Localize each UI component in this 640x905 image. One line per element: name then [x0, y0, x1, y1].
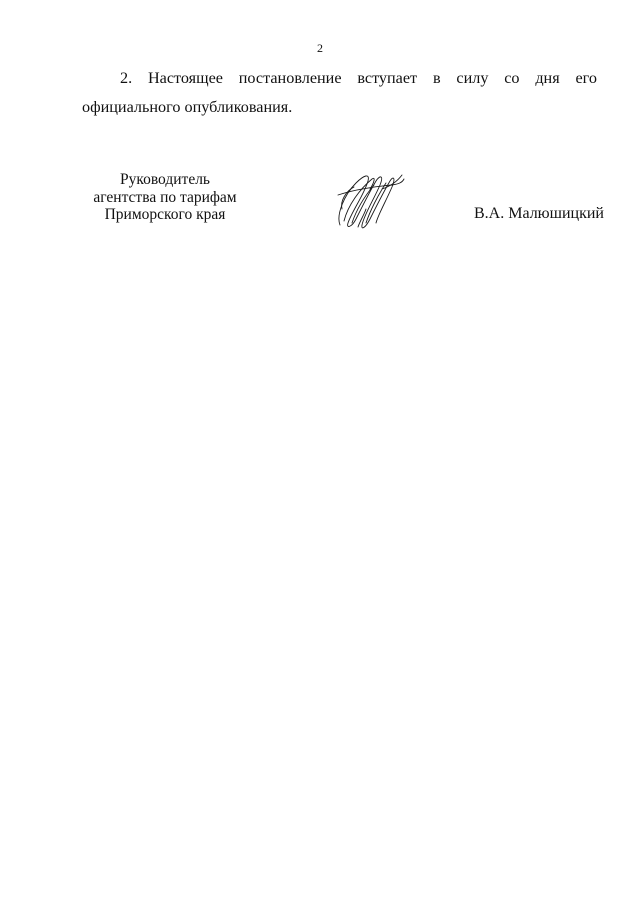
signer-name: В.А. Малюшицкий [474, 205, 604, 222]
page-number: 2 [317, 41, 323, 55]
signer-position-line: агентства по тарифам [93, 188, 237, 206]
signature-block [0, 171, 640, 261]
signer-position-title [80, 171, 250, 224]
body-paragraph: 2. Настоящее постановление вступает в силу со дня его официального опубликования. [82, 69, 597, 116]
signer-position-line: Приморского края [104, 206, 226, 223]
handwritten-signature-icon [330, 165, 410, 235]
signer-position-line: Руководитель [119, 171, 211, 188]
